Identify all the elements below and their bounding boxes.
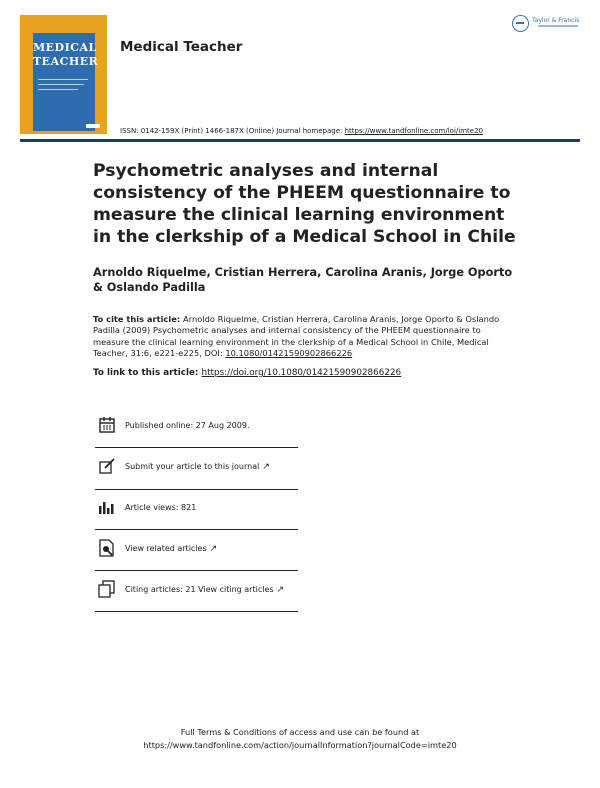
journal-title: Medical Teacher bbox=[120, 39, 243, 55]
article-link-line bbox=[93, 368, 401, 378]
cover-title-line1: MEDICAL bbox=[33, 41, 97, 54]
bar-chart-icon bbox=[98, 498, 116, 516]
article-views-row bbox=[95, 498, 298, 518]
row-divider bbox=[95, 489, 298, 490]
link-label: To link to this article: bbox=[93, 368, 202, 378]
cover-title-line2: TEACHER bbox=[33, 55, 99, 68]
row-divider bbox=[95, 529, 298, 530]
footer-terms-text: Full Terms & Conditions of access and use can be found at bbox=[180, 727, 420, 737]
publisher-logo[interactable] bbox=[512, 15, 590, 37]
header-divider bbox=[20, 139, 580, 142]
issn-line bbox=[120, 127, 483, 135]
submit-article-row[interactable] bbox=[95, 457, 298, 477]
journal-homepage-link[interactable]: https://www.tandfonline.com/loi/imte20 bbox=[344, 127, 483, 135]
issn-text: ISSN: 0142-159X (Print) 1466-187X (Online) Journal homepage: bbox=[120, 127, 345, 135]
citation-label: To cite this article: bbox=[93, 314, 184, 324]
external-link-icon: ↗ bbox=[209, 544, 218, 554]
footer-terms-link[interactable]: https://www.tandfonline.com/action/journalInformation?journalCode=imte20 bbox=[143, 740, 457, 750]
external-link-icon: ↗ bbox=[262, 462, 270, 472]
article-views-text: Article views: 821 bbox=[125, 503, 197, 512]
published-online-row bbox=[95, 416, 298, 436]
citing-articles-row[interactable] bbox=[95, 580, 298, 600]
related-articles-row[interactable] bbox=[95, 539, 298, 559]
article-title: Psychometric analyses and internal consistency of the PHEEM questionnaire to measure the clinical learning environment in the clerkship of a Medical School in Chile bbox=[93, 161, 516, 247]
publisher-logo-icon bbox=[512, 15, 529, 32]
related-articles-link[interactable]: View related articles ↗ bbox=[125, 544, 218, 554]
search-document-icon bbox=[98, 539, 116, 557]
article-doi-url[interactable]: https://doi.org/10.1080/01421590902866226 bbox=[201, 368, 402, 378]
edit-icon bbox=[98, 457, 116, 475]
journal-cover-image bbox=[20, 15, 107, 134]
citation-block bbox=[93, 314, 513, 360]
doi-link[interactable]: 10.1080/01421590902866226 bbox=[225, 348, 353, 359]
submit-article-link[interactable]: Submit your article to this journal ↗ bbox=[125, 462, 270, 472]
row-divider bbox=[95, 611, 298, 612]
article-authors: Arnoldo Riquelme, Cristian Herrera, Carolina Aranis, Jorge Oporto & Oslando Padilla bbox=[93, 266, 513, 294]
citation-text: Arnoldo Riquelme, Cristian Herrera, Carolina Aranis, Jorge Oporto & Oslando Padilla (2009) Psychometric analyses and internal consistency of the PHEEM questionnaire to measure the clinical learning environment in the clerkship of a Medical School in Chile, Medical Teacher, 31:6, e221-e225, DOI: bbox=[93, 314, 500, 359]
citing-articles-link[interactable]: Citing articles: 21 View citing articles ↗ bbox=[125, 585, 285, 595]
row-divider bbox=[95, 447, 298, 448]
publisher-logo-text: Taylor & Francis bbox=[532, 17, 580, 24]
row-divider bbox=[95, 570, 298, 571]
calendar-icon bbox=[98, 416, 116, 434]
published-online-text: Published online: 27 Aug 2009. bbox=[125, 421, 250, 430]
citing-articles-icon bbox=[98, 580, 116, 598]
footer bbox=[0, 726, 600, 752]
external-link-icon: ↗ bbox=[276, 585, 285, 595]
